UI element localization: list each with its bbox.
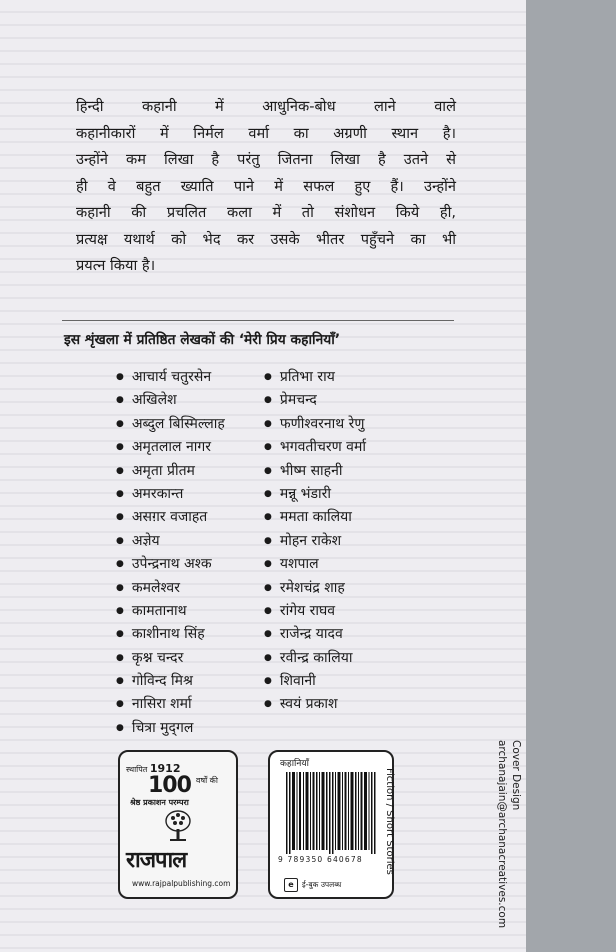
author-item: ● फणीश्वरनाथ रेणु [264,413,366,436]
blurb-line: हिन्दी कहानी में आधुनिक-बोध लाने वाले [76,98,456,115]
author-item: ● अखिलेश [116,389,225,412]
section-divider [62,320,454,321]
author-item: ● चित्रा मुद्‌गल [116,717,225,740]
blurb-line: कहानीकारों में निर्मल वर्मा का अग्रणी स्थान है। [76,124,456,142]
years-label: वर्षों की [196,776,218,785]
author-item: ● अमरकान्त [116,483,225,506]
author-item: ● अमृतलाल नागर [116,436,225,459]
author-item: ● शिवानी [264,670,366,693]
blurb-line: ही वे बहुत ख्याति पाने में सफल हुए हैं। उन्होंने [76,177,456,195]
tree-logo-icon [164,810,192,842]
author-item: ● रवीन्द्र कालिया [264,647,366,670]
author-item: ● ममता कालिया [264,506,366,529]
author-item: ● रांगेय राघव [264,600,366,623]
author-item: ● राजेन्द्र यादव [264,623,366,646]
tradition-text: श्रेष्ठ प्रकाशन परम्परा [130,798,189,807]
author-item: ● अज्ञेय [116,530,225,553]
author-item: ● कमलेश्वर [116,577,225,600]
blurb-line: प्रत्यक्ष यथार्थ को भेद कर उसके भीतर पहुँचने का भी [76,230,456,248]
isbn-number: 9 789350 640678 [278,855,363,864]
author-item: ● कृश्न चन्दर [116,647,225,670]
author-item: ● मन्नू भंडारी [264,483,366,506]
cover-design-email: archanajain@archanacreatives.com [496,740,508,929]
author-item: ● अमृता प्रीतम [116,460,225,483]
publisher-badge [118,750,238,899]
author-item: ● प्रतिभा राय [264,366,366,389]
blurb-line: उन्होंने कम लिखा है परंतु जितना लिखा है उतने से [76,151,456,168]
ebook-label: ई-बुक उपलब्ध [302,880,342,889]
author-item: ● आचार्य चतुरसेन [116,366,225,389]
spine-strip [526,0,616,952]
author-item: ● प्रेमचन्द [264,389,366,412]
author-item: ● मोहन राकेश [264,530,366,553]
author-item: ● स्वयं प्रकाश [264,693,366,716]
author-item: ● भीष्म साहनी [264,460,366,483]
author-item: ● गोविन्द मिश्र [116,670,225,693]
author-item: ● कामतानाथ [116,600,225,623]
publisher-logo-text: राजपाल [126,848,187,873]
book-blurb [76,94,456,280]
author-list-right [264,366,366,717]
category-label: कहानियाँ [280,759,309,769]
author-item: ● भगवतीचरण वर्मा [264,436,366,459]
publisher-website: www.rajpalpublishing.com [132,879,231,888]
author-item: ● रमेशचंद्र शाह [264,577,366,600]
blurb-line: कहानी की प्रचलित कला में तो संशोधन किये ही, [76,204,456,221]
cover-design-label: Cover Design [510,740,522,811]
author-item: ● यशपाल [264,553,366,576]
barcode-panel [268,750,394,899]
ebook-icon: e [284,878,298,892]
established-year: 1912 [149,762,181,775]
established-label: स्थापित [126,765,148,774]
genre-label: Fiction / Short Stories [384,768,395,875]
author-item: ● काशीनाथ सिंह [116,623,225,646]
years-number: 100 [148,773,191,798]
blurb-line: प्रयत्न किया है। [76,257,156,274]
author-list-left [116,366,225,740]
author-item: ● अब्दुल बिस्मिल्लाह [116,413,225,436]
author-item: ● उपेन्द्रनाथ अश्क [116,553,225,576]
series-heading: इस शृंखला में प्रतिष्ठित लेखकों की ‘मेरी प्रिय कहानियाँ’ [64,332,341,348]
author-item: ● नासिरा शर्मा [116,693,225,716]
author-item: ● असग़र वजाहत [116,506,225,529]
barcode-icon [284,772,378,854]
ebook-badge [284,878,341,892]
